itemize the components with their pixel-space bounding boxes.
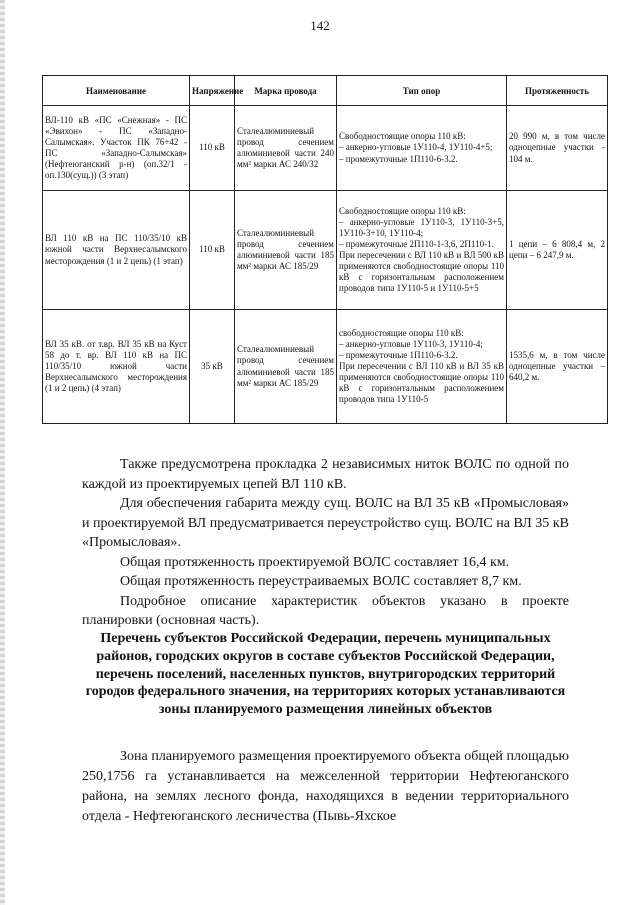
cell-wire: Сталеалюминиевый провод сечением алюминиевой части 185 мм² марки АС 185/29	[235, 310, 337, 424]
supports-line: – промежуточные 1П110-6-3.2.	[339, 349, 458, 360]
cell-voltage: 110 кВ	[190, 191, 235, 310]
supports-line: – анкерно-угловые 1У110-3, 1У110-3+5, 1У110-3+10, 1У110-4;	[339, 216, 504, 238]
supports-line: – анкерно-угловые 1У110-4, 1У110-4+5;	[339, 142, 493, 153]
cell-length: 1 цепи – 6 808,4 м, 2 цепи – 6 247,9 м.	[507, 191, 608, 310]
header-voltage: Напряжение	[190, 76, 235, 106]
paragraph-vols-rebuild: Для обеспечения габарита между сущ. ВОЛС на ВЛ 35 кВ «Промысловая» и проектируемой ВЛ предусматривается переустройство сущ. ВОЛС на ВЛ 35 кВ «Промысловая».	[82, 496, 569, 550]
supports-line: Свободностоящие опоры 110 кВ:	[339, 205, 466, 216]
header-length: Протяженность	[507, 76, 608, 106]
cell-wire: Сталеалюминиевый провод сечением алюминиевой части 185 мм² марки АС 185/29	[235, 191, 337, 310]
cell-voltage: 35 кВ	[190, 310, 235, 424]
paragraph-vols-lines: Также предусмотрена прокладка 2 независимых ниток ВОЛС по одной по каждой из проектируемых цепей ВЛ 110 кВ.	[82, 457, 569, 492]
table-header-row	[43, 76, 608, 106]
body-paragraphs	[82, 455, 569, 631]
cell-name: ВЛ 110 кВ на ПС 110/35/10 кВ южной части Верхнесалымского месторождения (1 и 2 цепь) (1 этап)	[43, 191, 190, 310]
cell-supports	[337, 191, 507, 310]
table-row	[43, 310, 608, 424]
header-wire: Марка провода	[235, 76, 337, 106]
table-row	[43, 106, 608, 191]
cell-wire: Сталеалюминиевый провод сечением алюминиевой части 240 мм² марки АС 240/32	[235, 106, 337, 191]
section-heading: Перечень субъектов Российской Федерации, перечень муниципальных районов, городских округов в составе субъектов Российской Федерации, перечень поселений, населенных пунктов, внутригородских территорий городов федерального значения, на территориях которых устанавливаются зоны планируемого размещения линейных объектов	[85, 631, 566, 718]
power-lines-table	[42, 75, 608, 424]
cell-supports	[337, 106, 507, 191]
cell-name: ВЛ-110 кВ «ПС «Снежная» - ПС «Эвихон» - ПС «Западно-Салымская». Участок ПК 76+42 - ПС «Западно-Салымская» (Нефтеюганский р-н) (оп.32/1 - оп.130(сущ.)) (3 этап)	[43, 106, 190, 191]
supports-line: Свободностоящие опоры 110 кВ:	[339, 131, 466, 142]
header-supports: Тип опор	[337, 76, 507, 106]
supports-line: – промежуточные 1П110-6-3.2.	[339, 153, 458, 164]
cell-length: 1535,6 м, в том числе одноцепные участки – 640,2 м.	[507, 310, 608, 424]
paragraph-zone: Зона планируемого размещения проектируемого объекта общей площадью 250,1756 га устанавливается на межселенной территории Нефтеюганского района, на землях лесного фонда, находящихся в ведении территориального отдела - Нефтеюганского лесничества (Пывь-Яхское	[82, 749, 569, 824]
cell-voltage: 110 кВ	[190, 106, 235, 191]
supports-line: При пересечении с ВЛ 110 кВ и ВЛ 35 кВ применяются свободностоящие опоры 110 кВ с горизонтальным расположением проводов типа 1У110-5	[339, 360, 504, 405]
scan-edge	[0, 0, 5, 905]
header-name: Наименование	[43, 76, 190, 106]
page-number: 142	[310, 18, 330, 33]
paragraph-details-ref: Подробное описание характеристик объектов указано в проекте планировки (основная часть).	[82, 593, 569, 628]
paragraph-vols-rebuilt-length: Общая протяженность переустраиваемых ВОЛС составляет 8,7 км.	[120, 574, 522, 589]
cell-length: 20 990 м, в том числе одноцепные участки - 104 м.	[507, 106, 608, 191]
cell-name: ВЛ 35 кВ. от т.вр. ВЛ 35 кВ на Куст 58 до т. вр. ВЛ 110 кВ на ПС 110/35/10 южной части Верхнесалымского месторождения (1 и 2 цепь) (4 этап)	[43, 310, 190, 424]
cell-supports	[337, 310, 507, 424]
paragraph-vols-length: Общая протяженность проектируемой ВОЛС составляет 16,4 км.	[120, 554, 510, 570]
supports-line: При пересечении с ВЛ 110 кВ и ВЛ 500 кВ применяются свободностоящие опоры 110 кВ с горизонтальным расположением проводов типа 1У110-5 и 1У110-5+5	[339, 250, 504, 294]
supports-line: свободностоящие опоры 110 кВ:	[339, 327, 464, 338]
table-row	[43, 191, 608, 310]
supports-line: – анкерно-угловые 1У110-3, 1У110-4;	[339, 338, 483, 349]
supports-line: – промежуточные 2П110-1-3,6, 2П110-1.	[339, 238, 494, 249]
